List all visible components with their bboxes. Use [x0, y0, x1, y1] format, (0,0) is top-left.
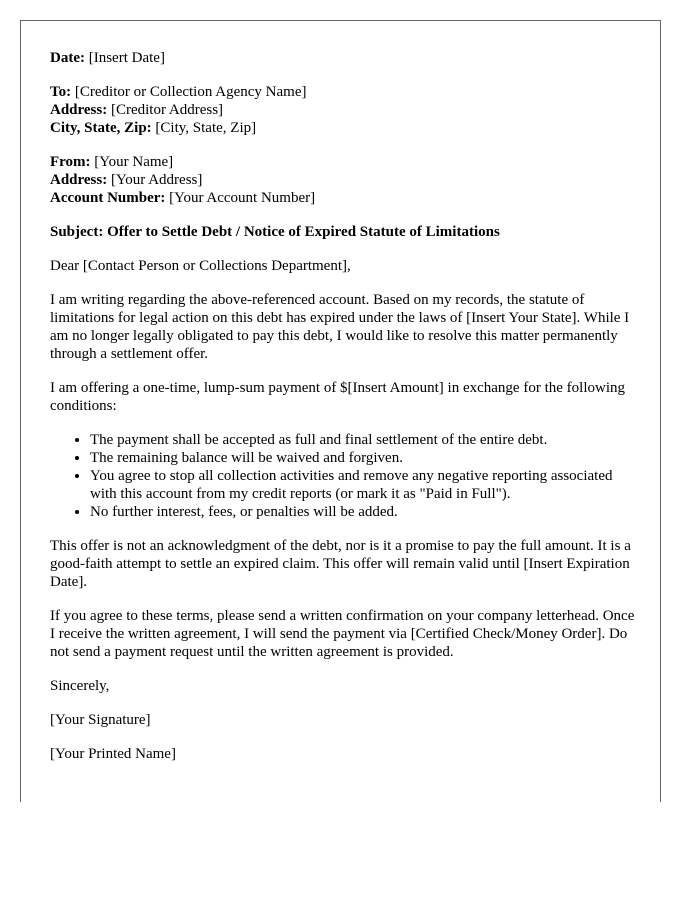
signature-placeholder: [Your Signature] — [50, 712, 151, 728]
recipient-block — [50, 83, 636, 137]
date-line — [50, 49, 636, 67]
account-number-value: [Your Account Number] — [169, 190, 316, 206]
conditions-list — [50, 431, 636, 521]
sender-block — [50, 153, 636, 207]
account-number-line — [50, 189, 636, 207]
date-value: [Insert Date] — [88, 50, 165, 66]
recipient-address-label: Address: — [50, 102, 108, 118]
recipient-city-line — [50, 119, 636, 137]
condition-item: • The payment shall be accepted as full and final settlement of the entire debt. — [90, 431, 636, 449]
sender-address-line — [50, 171, 636, 189]
letter-content — [50, 49, 636, 779]
recipient-address-line — [50, 101, 636, 119]
condition-item: • You agree to stop all collection activities and remove any negative reporting associated with this account from my credit reports (or mark it as "Paid in Full"). — [90, 467, 636, 503]
body-paragraph-2: I am offering a one-time, lump-sum payment of $[Insert Amount] in exchange for the following conditions: — [50, 380, 625, 414]
account-number-label: Account Number: — [50, 190, 166, 206]
to-line — [50, 83, 636, 101]
body-paragraph-1: I am writing regarding the above-referenced account. Based on my records, the statute of limitations for legal action on this debt has expired under the laws of [Insert Your State]. While I am no longer legally obligated to pay this debt, I would like to resolve this matter permanently through a settlement offer. — [50, 292, 630, 362]
printed-name-placeholder: [Your Printed Name] — [50, 746, 176, 762]
body-paragraph-3: This offer is not an acknowledgment of the debt, nor is it a promise to pay the full amount. It is a good-faith attempt to settle an expired claim. This offer will remain valid until [Insert Expiration Date]. — [50, 538, 631, 590]
valediction: Sincerely, — [50, 678, 110, 694]
letter-page — [20, 20, 661, 802]
greeting: Dear [Contact Person or Collections Department], — [50, 258, 351, 274]
date-label: Date: — [50, 50, 85, 66]
to-label: To: — [50, 84, 72, 100]
sender-address-label: Address: — [50, 172, 108, 188]
from-label: From: — [50, 154, 91, 170]
from-value: [Your Name] — [94, 154, 174, 170]
body-paragraph-4: If you agree to these terms, please send a written confirmation on your company letterhead. Once I receive the written agreement, I will send the payment via [Certified Check/Money Order]. Do not send a payment request until the written agreement is provided. — [50, 608, 635, 660]
to-value: [Creditor or Collection Agency Name] — [74, 84, 307, 100]
condition-item: • No further interest, fees, or penalties will be added. — [90, 503, 636, 521]
recipient-city-label: City, State, Zip: — [50, 120, 152, 136]
from-line — [50, 153, 636, 171]
date-block — [50, 49, 636, 67]
condition-item: • The remaining balance will be waived and forgiven. — [90, 449, 636, 467]
recipient-address-value: [Creditor Address] — [110, 102, 224, 118]
recipient-city-value: [City, State, Zip] — [155, 120, 257, 136]
subject-line: Subject: Offer to Settle Debt / Notice of Expired Statute of Limitations — [50, 224, 500, 240]
sender-address-value: [Your Address] — [110, 172, 203, 188]
